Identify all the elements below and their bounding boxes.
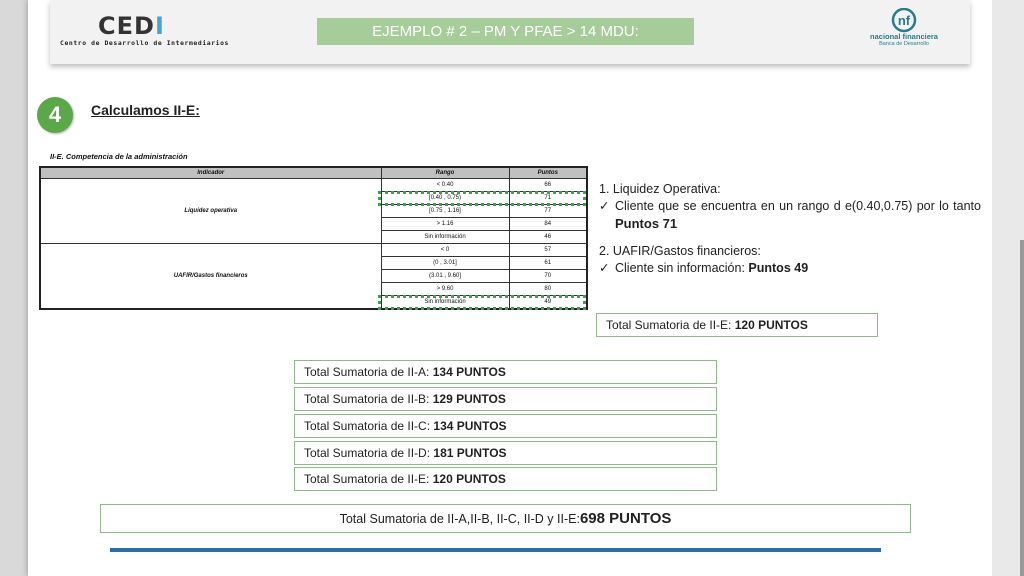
rango-cell: [0.40 , 0.75)	[381, 192, 509, 205]
column-header: Indicador	[40, 167, 381, 179]
total-value: 120 PUNTOS	[432, 472, 506, 486]
total-label: Total Sumatoria de II-E:	[304, 472, 430, 486]
puntos-cell: 84	[509, 218, 587, 231]
svg-text:nf: nf	[897, 13, 911, 28]
note-2-text	[599, 260, 981, 277]
rango-cell: < 0.40	[381, 179, 509, 192]
note-1-text	[599, 198, 981, 233]
puntos-cell: 80	[509, 283, 587, 296]
note-2-title: 2. UAFIR/Gastos financieros:	[599, 244, 761, 258]
right-strip	[992, 0, 1024, 576]
total-value: 129 PUNTOS	[432, 392, 506, 406]
grand-total-label: Total Sumatoria de II-A,II-B, II-C, II-D y II-E:	[339, 511, 580, 526]
indicator-cell: Liquidez operativa	[40, 179, 381, 244]
table-header-row	[40, 167, 587, 179]
puntos-cell: 57	[509, 244, 587, 257]
step-title: Calculamos II-E:	[91, 102, 200, 118]
indicator-cell: UAFIR/Gastos financieros	[40, 244, 381, 310]
total-value: 134 PUNTOS	[433, 419, 507, 433]
rango-cell: (0 , 3.01]	[381, 257, 509, 270]
rango-cell: > 1.16	[381, 218, 509, 231]
puntos-cell: 70	[509, 270, 587, 283]
cedi-i: I	[154, 12, 165, 40]
check-icon: ✓	[599, 199, 610, 213]
table-row	[40, 179, 587, 192]
cedi-logo	[60, 12, 230, 52]
total-ie-label: Total Sumatoria de II-E:	[606, 318, 732, 332]
total-box	[294, 414, 717, 438]
total-box	[294, 360, 717, 384]
rango-cell: < 0	[381, 244, 509, 257]
indicator-table	[39, 166, 588, 310]
check-icon: ✓	[599, 261, 610, 275]
puntos-cell: 71	[509, 192, 587, 205]
total-label: Total Sumatoria de II-A:	[304, 365, 430, 379]
slide-title: EJEMPLO # 2 – PM Y PFAE > 14 MDU:	[317, 18, 694, 45]
nafin-emblem-icon	[856, 8, 952, 34]
total-value: 181 PUNTOS	[433, 446, 507, 460]
total-ie-box	[596, 313, 878, 337]
total-ie-value: 120 PUNTOS	[734, 318, 808, 332]
column-header: Rango	[381, 167, 509, 179]
grand-total-box	[100, 504, 911, 533]
total-label: Total Sumatoria de II-B:	[304, 392, 430, 406]
note-2-points: Puntos 49	[748, 261, 809, 275]
puntos-cell: 61	[509, 257, 587, 270]
note-1-title: 1. Liquidez Operativa:	[599, 182, 721, 196]
rango-cell: (3.01 , 9.60]	[381, 270, 509, 283]
puntos-cell: 77	[509, 205, 587, 218]
column-header: Puntos	[509, 167, 587, 179]
step-number-badge: 4	[37, 97, 73, 133]
puntos-cell: 46	[509, 231, 587, 244]
total-label: Total Sumatoria de II-D:	[304, 446, 431, 460]
total-box	[294, 467, 717, 491]
total-value: 134 PUNTOS	[432, 365, 506, 379]
table-row	[40, 244, 587, 257]
total-box	[294, 387, 717, 411]
strip-shadow	[1020, 240, 1024, 576]
nafin-subtitle: Banca de Desarrollo	[879, 41, 929, 47]
cedi-logo-word	[98, 12, 165, 40]
highlight-uafir-row	[378, 295, 586, 310]
rango-cell: Sin información	[381, 231, 509, 244]
highlight-liquidez-row	[378, 191, 586, 206]
explanation-notes	[599, 181, 981, 277]
total-label: Total Sumatoria de II-C:	[304, 419, 431, 433]
note-1-body: Cliente que se encuentra en un rango d e(0.40,0.75) por lo tanto	[615, 199, 981, 213]
puntos-cell: 66	[509, 179, 587, 192]
cedi-ced: CED	[98, 12, 155, 40]
note-1-points: Puntos 71	[615, 216, 678, 231]
puntos-cell: 49	[509, 296, 587, 310]
note-2-body: Cliente sin información:	[615, 261, 749, 275]
total-box	[294, 441, 717, 465]
table-title: II-E. Competencia de la administración	[50, 152, 188, 161]
rango-cell: Sin información	[381, 296, 509, 310]
nafin-name: nacional financiera	[870, 32, 938, 41]
rango-cell: [0.75 , 1.16]	[381, 205, 509, 218]
cedi-subtitle: Centro de Desarrollo de Intermediarios	[60, 39, 230, 47]
rango-cell: > 9.60	[381, 283, 509, 296]
grand-total-value: 698 PUNTOS	[579, 510, 672, 527]
nafin-logo	[856, 8, 952, 56]
footer-bar	[110, 548, 881, 552]
